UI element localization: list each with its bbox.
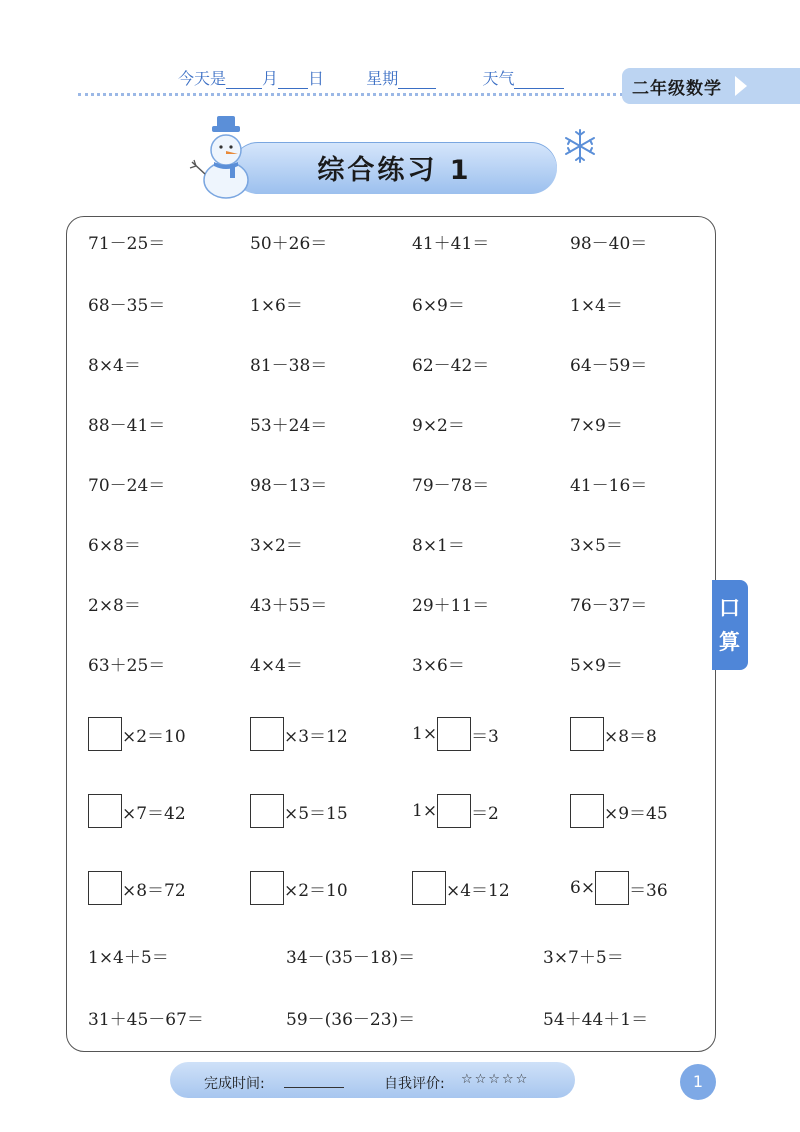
self-eval-stars[interactable]: ☆☆☆☆☆ bbox=[461, 1072, 530, 1087]
answer-box[interactable] bbox=[250, 794, 284, 828]
fill-box-equation bbox=[250, 716, 348, 752]
equation: 2×8＝ bbox=[88, 596, 141, 616]
equation-suffix: ×2＝10 bbox=[122, 726, 186, 747]
equation-suffix: ＝36 bbox=[629, 880, 668, 901]
page-number: 1 bbox=[680, 1064, 716, 1100]
equation: 43＋55＝ bbox=[250, 596, 328, 616]
fill-box-equation bbox=[88, 716, 186, 752]
equation: 6×8＝ bbox=[88, 536, 141, 556]
weather-label: 天气 bbox=[482, 69, 515, 88]
equation: 70－24＝ bbox=[88, 476, 166, 496]
fill-box-equation bbox=[570, 716, 657, 752]
answer-box[interactable] bbox=[412, 871, 446, 905]
equation-prefix: 1× bbox=[412, 724, 438, 744]
snowflake-icon bbox=[562, 128, 598, 164]
equation: 8×4＝ bbox=[88, 356, 141, 376]
mixed-equation: 31＋45－67＝ bbox=[88, 1010, 204, 1030]
side-tab-char-1: 口 bbox=[719, 596, 740, 620]
fill-box-equation bbox=[250, 870, 348, 906]
completion-time-blank[interactable] bbox=[284, 1087, 344, 1088]
equation: 71－25＝ bbox=[88, 234, 166, 254]
equation-suffix: ＝2 bbox=[471, 803, 499, 824]
side-tab-char-2: 算 bbox=[719, 630, 740, 654]
equation-suffix: ×8＝72 bbox=[122, 880, 186, 901]
equation: 79－78＝ bbox=[412, 476, 490, 496]
answer-box[interactable] bbox=[88, 717, 122, 751]
fill-box-equation bbox=[250, 793, 348, 829]
equation: 50＋26＝ bbox=[250, 234, 328, 254]
equation: 81－38＝ bbox=[250, 356, 328, 376]
answer-box[interactable] bbox=[437, 794, 471, 828]
equation: 88－41＝ bbox=[88, 416, 166, 436]
equation: 98－13＝ bbox=[250, 476, 328, 496]
mixed-equation: 54＋44＋1＝ bbox=[543, 1010, 649, 1030]
equation-suffix: ×7＝42 bbox=[122, 803, 186, 824]
fill-box-equation bbox=[412, 716, 499, 752]
mixed-equation: 59－(36－23)＝ bbox=[286, 1010, 416, 1030]
equation: 63＋25＝ bbox=[88, 656, 166, 676]
weekday-blank[interactable] bbox=[398, 73, 436, 89]
snowman-icon bbox=[188, 116, 260, 200]
answer-box[interactable] bbox=[250, 717, 284, 751]
equation: 4×4＝ bbox=[250, 656, 303, 676]
equation: 7×9＝ bbox=[570, 416, 623, 436]
equation: 6×9＝ bbox=[412, 296, 465, 316]
equation: 62－42＝ bbox=[412, 356, 490, 376]
equation-suffix: ×2＝10 bbox=[284, 880, 348, 901]
equation-suffix: ＝3 bbox=[471, 726, 499, 747]
equation: 64－59＝ bbox=[570, 356, 648, 376]
equation-suffix: ×5＝15 bbox=[284, 803, 348, 824]
equation: 9×2＝ bbox=[412, 416, 465, 436]
equation: 41＋41＝ bbox=[412, 234, 490, 254]
side-tab-kousuan bbox=[712, 580, 748, 670]
month-label: 月 bbox=[262, 69, 279, 88]
equation: 98－40＝ bbox=[570, 234, 648, 254]
answer-box[interactable] bbox=[88, 794, 122, 828]
answer-box[interactable] bbox=[570, 794, 604, 828]
answer-box[interactable] bbox=[595, 871, 629, 905]
fill-box-equation bbox=[570, 793, 668, 829]
page-title: 综合练习 1 bbox=[317, 155, 472, 186]
fill-box-equation bbox=[88, 870, 186, 906]
day-blank[interactable] bbox=[278, 73, 308, 89]
equation: 3×2＝ bbox=[250, 536, 303, 556]
equation: 1×4＝ bbox=[570, 296, 623, 316]
equation: 29＋11＝ bbox=[412, 596, 490, 616]
equation: 3×6＝ bbox=[412, 656, 465, 676]
equation: 8×1＝ bbox=[412, 536, 465, 556]
grade-arrow-icon bbox=[735, 76, 747, 96]
completion-time-label: 完成时间: bbox=[204, 1076, 265, 1092]
fill-box-equation bbox=[412, 793, 499, 829]
fill-box-equation bbox=[88, 793, 186, 829]
answer-box[interactable] bbox=[437, 717, 471, 751]
equation: 5×9＝ bbox=[570, 656, 623, 676]
answer-box[interactable] bbox=[570, 717, 604, 751]
equation-suffix: ×9＝45 bbox=[604, 803, 668, 824]
header-divider bbox=[78, 93, 623, 96]
today-label: 今天是 bbox=[178, 69, 227, 88]
equation: 76－37＝ bbox=[570, 596, 648, 616]
equation: 1×6＝ bbox=[250, 296, 303, 316]
mixed-equation: 34－(35－18)＝ bbox=[286, 948, 416, 968]
fill-box-equation bbox=[412, 870, 510, 906]
grade-label: 二年级数学 bbox=[632, 79, 722, 99]
equation-prefix: 6× bbox=[570, 878, 596, 898]
equation: 41－16＝ bbox=[570, 476, 648, 496]
month-blank[interactable] bbox=[226, 73, 262, 89]
answer-box[interactable] bbox=[250, 871, 284, 905]
answer-box[interactable] bbox=[88, 871, 122, 905]
mixed-equation: 3×7＋5＝ bbox=[543, 948, 624, 968]
equation-prefix: 1× bbox=[412, 801, 438, 821]
equation-suffix: ×4＝12 bbox=[446, 880, 510, 901]
fill-box-equation bbox=[570, 870, 668, 906]
equation: 53＋24＝ bbox=[250, 416, 328, 436]
weather-blank[interactable] bbox=[514, 73, 564, 89]
equation: 3×5＝ bbox=[570, 536, 623, 556]
header-date-line bbox=[178, 66, 564, 89]
day-label: 日 bbox=[308, 69, 325, 88]
equation-suffix: ×3＝12 bbox=[284, 726, 348, 747]
equation-suffix: ×8＝8 bbox=[604, 726, 657, 747]
mixed-equation: 1×4＋5＝ bbox=[88, 948, 169, 968]
self-eval-label: 自我评价: bbox=[384, 1076, 445, 1092]
weekday-label: 星期 bbox=[366, 69, 399, 88]
exercise-box bbox=[66, 216, 716, 1052]
equation: 68－35＝ bbox=[88, 296, 166, 316]
